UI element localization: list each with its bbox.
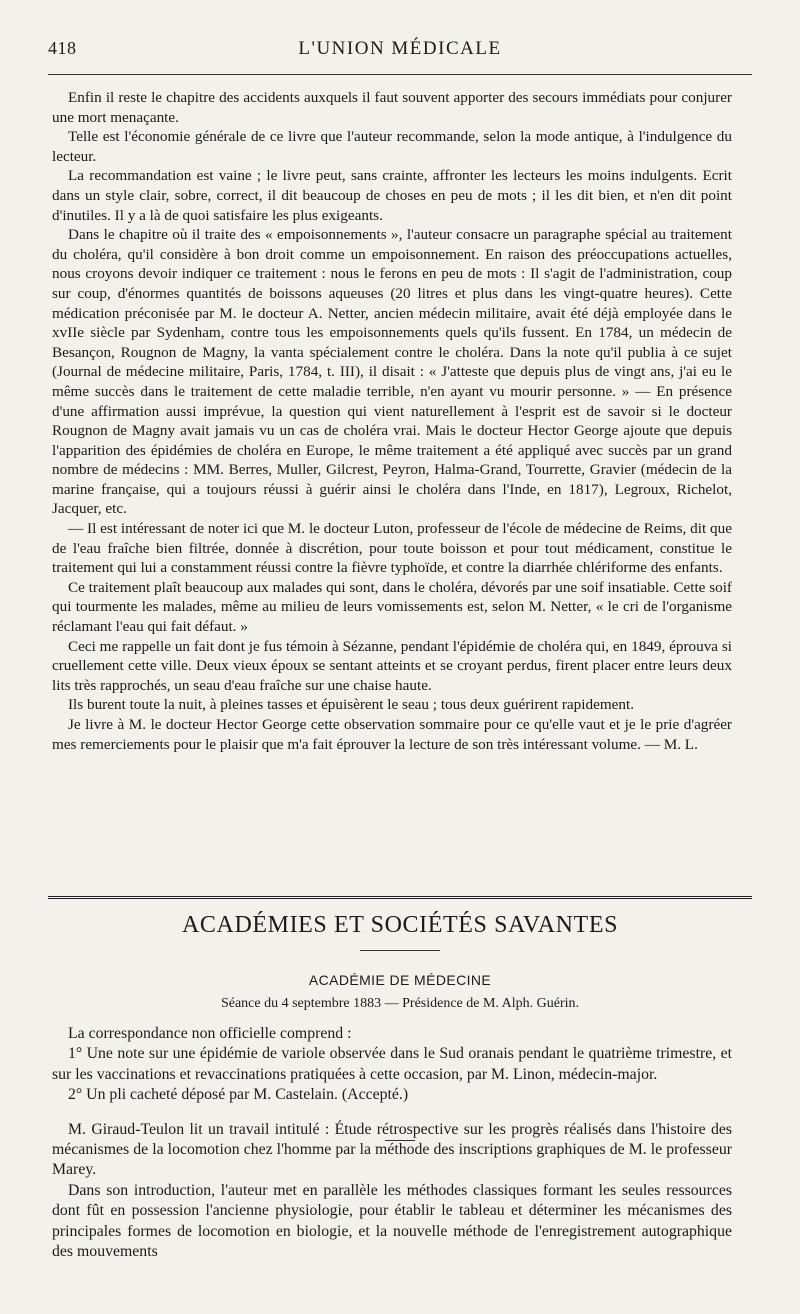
article-body bbox=[52, 88, 732, 754]
spacer-rule bbox=[52, 1106, 732, 1120]
journal-title: L'UNION MÉDICALE bbox=[298, 38, 502, 59]
paragraph: 2° Un pli cacheté déposé par M. Castelain. (Accepté.) bbox=[68, 1086, 409, 1104]
paragraph: M. Giraud-Teulon lit un travail intitulé : Étude rétrospective sur les progrès réalisés dans l'histoire des mécanismes de la locomotion chez l'homme par la méthode des inscriptions graphiques de M. le professeur Marey. bbox=[52, 1120, 732, 1179]
header-rule bbox=[48, 74, 752, 75]
page-number: 418 bbox=[48, 38, 77, 58]
seance-line: Séance du 4 septembre 1883 — Présidence de M. Alph. Guérin. bbox=[220, 996, 580, 1011]
paragraph: Ceci me rappelle un fait dont je fus témoin à Sézanne, pendant l'épidémie de choléra qui, en 1849, éprouva si cruellement cette ville. Deux vieux époux se sentant atteints et se croyant perdus, firent placer entre leurs deux lits très rapprochés, un seau d'eau fraîche sur une chaise haute. bbox=[52, 637, 732, 694]
paragraph: Enfin il reste le chapitre des accidents auxquels il faut souvent apporter des secours immédiats pour conjurer une mort menaçante. bbox=[52, 89, 732, 126]
paragraph: Ce traitement plaît beaucoup aux malades qui sont, dans le choléra, dévorés par une soif insatiable. Cette soif qui tourmente les malades, même au milieu de leurs vomissements est, selon M. Netter, « le cri de l'organisme réclamant l'eau qui fait défaut. » bbox=[52, 578, 732, 636]
section-double-rule bbox=[48, 896, 752, 899]
page-header bbox=[48, 38, 752, 68]
paragraph: La correspondance non officielle comprend : bbox=[68, 1025, 352, 1042]
minutes-short-rule bbox=[385, 1140, 415, 1141]
section-subtitle: ACADÉMIE DE MÉDECINE bbox=[308, 972, 492, 988]
minutes-body bbox=[52, 1024, 732, 1262]
paragraph: La recommandation est vaine ; le livre peut, sans crainte, affronter les lecteurs les moins indulgents. Ecrit dans un style clair, sobre, correct, il dit beaucoup de choses en peu de mots ; il les dit bien, et n'en dit point d'inutiles. Il y a là de quoi satisfaire les plus exigeants. bbox=[52, 167, 732, 224]
paragraph: Dans son introduction, l'auteur met en parallèle les méthodes classiques formant les seules ressources dont fût en possession l'ancienne physiologie, pour établir le tableau et déterminer les mécanismes des principales formes de locomotion en biologie, et la nouvelle méthode de l'enregistrement autographique des mouvements bbox=[52, 1181, 732, 1261]
section-title: ACADÉMIES ET SOCIÉTÉS SAVANTES bbox=[181, 912, 619, 938]
paragraph: Telle est l'économie générale de ce livre que l'auteur recommande, selon la mode antique, à l'indulgence du lecteur. bbox=[52, 128, 732, 165]
paragraph: Ils burent toute la nuit, à pleines tasses et épuisèrent le seau ; tous deux guérirent rapidement. bbox=[68, 696, 634, 714]
paragraph: Dans le chapitre où il traite des « empoisonnements », l'auteur consacre un paragraphe spécial au traitement du choléra, qu'il considère à bon droit comme un empoisonnement. En raison des préoccupations actuelles, nous croyons devoir indiquer ce traitement : nous le ferons en peu de mots : Il s'agit de l'administration, coup sur coup, d'énormes quantités de boissons aqueuses (20 litres et plus dans les vingt-quatre heures). Cette médication préconisée par M. le docteur A. Netter, ancien médecin militaire, avait été déjà employée dans le xvIIe siècle par Sydenham, contre tous les empoisonnements quels qu'ils fussent. En 1784, un médecin de Besançon, Rougnon de Magny, la vanta spécialement contre le choléra. Dans la note qu'il publia à ce sujet (Journal de médecine militaire, Paris, 1784, t. III), il disait : « J'atteste que depuis plus de vingt ans, j'ai eu le même succès dans le traitement de cette maladie terrible, n'en ayant vu mourir personne. » — En présence d'une affirmation aussi imprévue, la question qui vient naturellement à l'esprit est de savoir si le docteur Rougnon de Magny avait jamais vu un cas de choléra vrai. Mais le docteur Hector George ajoute que depuis l'apparition des épidémies de choléra en Europe, le même traitement a été appliqué avec succès par un grand nombre de médecins : MM. Berres, Muller, Gilcrest, Peyron, Halma-Grand, Tourrette, Gravier (médecin de la marine française, qui a toujours réussi à guérir ainsi le choléra dans l'Inde, en 1817), Legroux, Richelot, Jacquer, etc. bbox=[52, 226, 732, 518]
paragraph: — Il est intéressant de noter ici que M. le docteur Luton, professeur de l'école de médecine de Reims, dit que de l'eau fraîche bien filtrée, donnée à discrétion, pour toute boisson et pour tout médicament, constitue le traitement qui lui a constamment réussi contre la fièvre typhoïde, et contre la diarrhée chlériforme des enfants. bbox=[52, 520, 732, 577]
paragraph: Je livre à M. le docteur Hector George cette observation sommaire pour ce qu'elle vaut et je le prie d'agréer mes remerciements pour le plaisir que m'a fait éprouver la lecture de son très intéressant volume. — M. L. bbox=[52, 716, 732, 753]
paragraph: 1° Une note sur une épidémie de variole observée dans le Sud oranais pendant le quatrième trimestre, et sur les vaccinations et revaccinations pratiquées à cette occasion, par M. Linon, médecin-major. bbox=[52, 1045, 732, 1083]
section-short-rule bbox=[360, 950, 440, 951]
